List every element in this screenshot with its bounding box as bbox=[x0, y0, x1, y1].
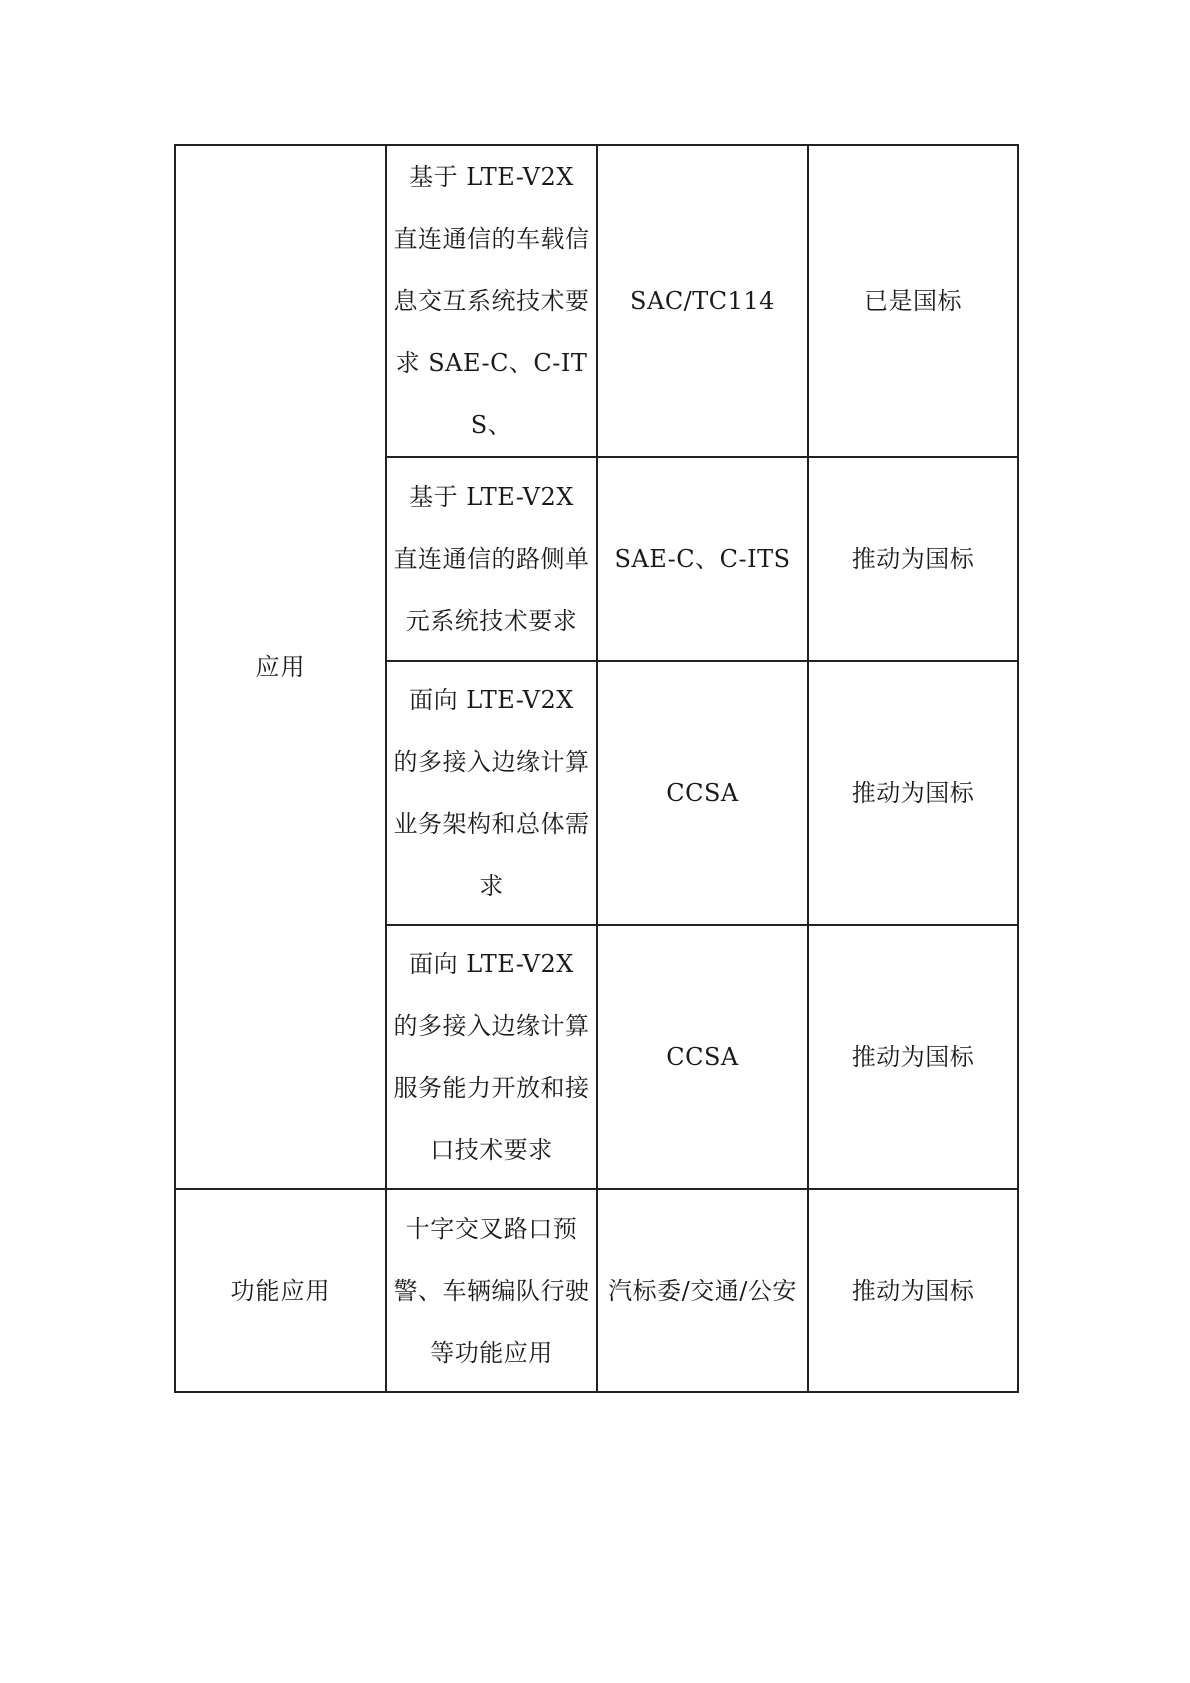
status-cell: 已是国标 bbox=[808, 145, 1018, 457]
status-cell: 推动为国标 bbox=[808, 457, 1018, 661]
organization-cell: 汽标委/交通/公安 bbox=[597, 1189, 808, 1392]
table-row bbox=[175, 145, 1018, 457]
organization-cell: SAC/TC114 bbox=[597, 145, 808, 457]
status-cell: 推动为国标 bbox=[808, 925, 1018, 1189]
category-cell: 功能应用 bbox=[175, 1189, 386, 1392]
table-row bbox=[175, 1189, 1018, 1392]
standard-name-cell: 十字交叉路口预警、车辆编队行驶等功能应用 bbox=[386, 1189, 597, 1392]
standards-table bbox=[174, 144, 1019, 1393]
category-cell: 应用 bbox=[175, 145, 386, 1189]
status-cell: 推动为国标 bbox=[808, 661, 1018, 925]
status-cell: 推动为国标 bbox=[808, 1189, 1018, 1392]
organization-cell: SAE-C、C-ITS bbox=[597, 457, 808, 661]
standard-name-cell: 面向 LTE-V2X 的多接入边缘计算服务能力开放和接口技术要求 bbox=[386, 925, 597, 1189]
organization-cell: CCSA bbox=[597, 661, 808, 925]
standard-name-cell: 基于 LTE-V2X 直连通信的车载信息交互系统技术要求 SAE-C、C-ITS、 bbox=[386, 145, 597, 457]
standard-name-cell: 面向 LTE-V2X 的多接入边缘计算业务架构和总体需求 bbox=[386, 661, 597, 925]
standard-name-cell: 基于 LTE-V2X 直连通信的路侧单元系统技术要求 bbox=[386, 457, 597, 661]
organization-cell: CCSA bbox=[597, 925, 808, 1189]
